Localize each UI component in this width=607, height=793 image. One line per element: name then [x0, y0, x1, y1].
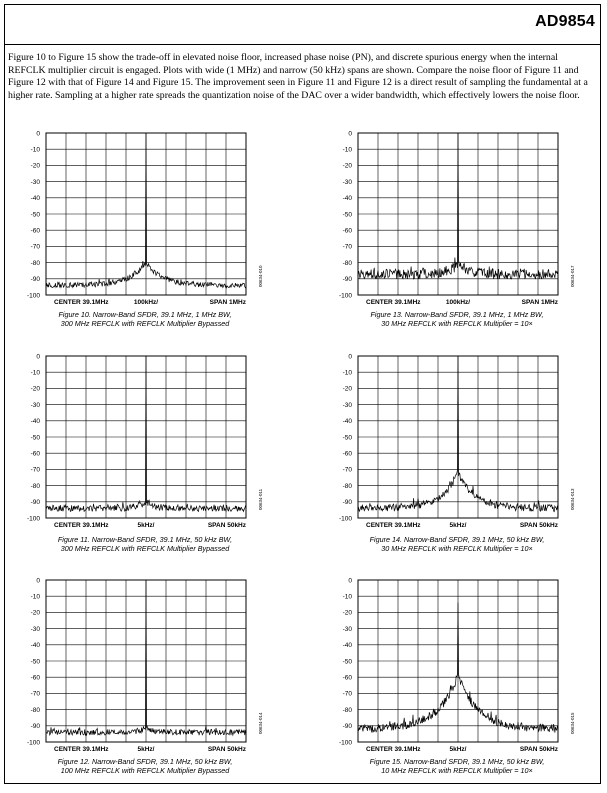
intro-paragraph: Figure 10 to Figure 15 show the trade-off in elevated noise floor, increased phase noise (PN), and discrete spurious energy when the internal REFCLK multiplier circuit is engaged. Plots with wide (1 MHz) and narrow (50 kHz) spans are shown. Compare the noise floor of Figure 11 and Figure 12 with that of Figure 14 and Figure 15. The improvement seen in Figure 11 and Figure 12 is a direct result of sampling the fundamental at a higher rate. Sampling at a higher rate spreads the quantization noise of the DAC over a wider bandwidth, which effectively lowers the noise floor. [8, 52, 588, 101]
figure-caption [322, 535, 592, 553]
y-tick-label: -100 [338, 739, 352, 747]
part-number: AD9854 [535, 13, 595, 30]
y-tick-label: -20 [30, 609, 40, 617]
y-tick-label: -90 [342, 723, 352, 731]
spectrum-plot [322, 128, 592, 318]
caption-line-2: 10 MHz REFCLK with REFCLK Multiplier = 10× [381, 766, 533, 776]
y-tick-label: -10 [342, 593, 352, 601]
y-tick-label: -70 [342, 466, 352, 474]
y-tick-label: -20 [30, 385, 40, 393]
y-tick-label: 0 [348, 577, 352, 585]
caption-line-2: 30 MHz REFCLK with REFCLK Multiplier = 10× [381, 544, 533, 554]
x-label-span: SPAN 1MHz [521, 299, 558, 306]
y-tick-label: -100 [338, 515, 352, 523]
y-tick-label: -10 [30, 369, 40, 377]
y-tick-label: -60 [30, 450, 40, 458]
header-rule [4, 44, 601, 45]
figure-caption [322, 310, 592, 328]
figure-caption [10, 757, 280, 775]
y-tick-label: -40 [30, 642, 40, 650]
y-tick-label: -60 [342, 450, 352, 458]
figure-14 [322, 351, 592, 563]
y-tick-label: -100 [338, 292, 352, 300]
y-tick-label: -90 [342, 499, 352, 507]
caption-line-1: Figure 15. Narrow-Band SFDR, 39.1 MHz, 50 kHz BW, [369, 757, 545, 766]
y-tick-label: -40 [342, 195, 352, 203]
y-tick-label: -10 [342, 146, 352, 154]
y-tick-label: -40 [342, 642, 352, 650]
y-tick-label: -50 [342, 434, 352, 442]
x-label-center: CENTER 39.1MHz [54, 522, 109, 529]
y-tick-label: 0 [348, 130, 352, 138]
y-tick-label: -40 [30, 418, 40, 426]
y-tick-label: -90 [30, 276, 40, 284]
y-tick-label: -30 [342, 401, 352, 409]
caption-line-2: 300 MHz REFCLK with REFCLK Multiplier Bypassed [60, 544, 230, 554]
y-tick-label: -30 [342, 178, 352, 186]
figure-id: 00634-013 [570, 488, 575, 510]
y-tick-label: -100 [26, 515, 40, 523]
x-label-division: 5kHz/ [449, 522, 467, 529]
y-tick-label: 0 [36, 577, 40, 585]
y-tick-label: -80 [342, 482, 352, 490]
y-tick-label: 0 [36, 130, 40, 138]
y-tick-label: -10 [342, 369, 352, 377]
y-tick-label: 0 [36, 353, 40, 361]
y-tick-label: -70 [342, 243, 352, 251]
spectrum-plot [10, 128, 280, 318]
spectrum-plot [322, 351, 592, 541]
y-tick-label: -60 [30, 227, 40, 235]
y-tick-label: -80 [342, 706, 352, 714]
x-label-division: 100kHz/ [445, 299, 471, 306]
spectrum-plot [10, 575, 280, 765]
figure-12 [10, 575, 280, 787]
x-label-center: CENTER 39.1MHz [366, 746, 421, 753]
y-tick-label: 0 [348, 353, 352, 361]
y-tick-label: -30 [30, 401, 40, 409]
spectrum-plot [10, 351, 280, 541]
y-tick-label: -50 [30, 211, 40, 219]
x-label-division: 100kHz/ [133, 299, 159, 306]
caption-line-1: Figure 14. Narrow-Band SFDR, 39.1 MHz, 50 kHz BW, [369, 535, 545, 544]
figure-id: 00634-014 [258, 712, 263, 734]
y-tick-label: -90 [30, 499, 40, 507]
y-tick-label: -80 [30, 706, 40, 714]
x-label-division: 5kHz/ [449, 746, 467, 753]
y-tick-label: -40 [30, 195, 40, 203]
figure-caption [10, 535, 280, 553]
caption-line-1: Figure 11. Narrow-Band SFDR, 39.1 MHz, 50 kHz BW, [57, 535, 233, 544]
x-label-span: SPAN 50kHz [207, 522, 246, 529]
y-tick-label: -50 [342, 658, 352, 666]
y-tick-label: -30 [30, 178, 40, 186]
figure-caption [322, 757, 592, 775]
y-tick-label: -60 [30, 674, 40, 682]
figure-11 [10, 351, 280, 563]
y-tick-label: -100 [26, 739, 40, 747]
figure-15 [322, 575, 592, 787]
x-label-center: CENTER 39.1MHz [366, 299, 421, 306]
x-label-center: CENTER 39.1MHz [54, 746, 109, 753]
y-tick-label: -90 [342, 276, 352, 284]
caption-line-1: Figure 13. Narrow-Band SFDR, 39.1 MHz, 1 MHz BW, [370, 310, 544, 319]
x-label-span: SPAN 1MHz [209, 299, 246, 306]
caption-line-1: Figure 10. Narrow-Band SFDR, 39.1 MHz, 1 MHz BW, [58, 310, 232, 319]
y-tick-label: -90 [30, 723, 40, 731]
y-tick-label: -70 [342, 690, 352, 698]
figure-id: 00634-011 [258, 488, 263, 510]
y-tick-label: -40 [342, 418, 352, 426]
y-tick-label: -30 [30, 625, 40, 633]
figure-id: 00634-010 [258, 265, 263, 287]
figure-caption [10, 310, 280, 328]
caption-line-2: 30 MHz REFCLK with REFCLK Multiplier = 10× [381, 319, 533, 329]
y-tick-label: -20 [342, 162, 352, 170]
x-label-center: CENTER 39.1MHz [366, 522, 421, 529]
x-label-span: SPAN 50kHz [207, 746, 246, 753]
y-tick-label: -60 [342, 227, 352, 235]
y-tick-label: -10 [30, 146, 40, 154]
y-tick-label: -70 [30, 466, 40, 474]
y-tick-label: -70 [30, 243, 40, 251]
caption-line-1: Figure 12. Narrow-Band SFDR, 39.1 MHz, 50 kHz BW, [57, 757, 233, 766]
y-tick-label: -10 [30, 593, 40, 601]
y-tick-label: -20 [30, 162, 40, 170]
y-tick-label: -100 [26, 292, 40, 300]
y-tick-label: -50 [30, 658, 40, 666]
y-tick-label: -70 [30, 690, 40, 698]
y-tick-label: -20 [342, 385, 352, 393]
x-label-center: CENTER 39.1MHz [54, 299, 109, 306]
x-label-division: 5kHz/ [137, 746, 155, 753]
caption-line-2: 300 MHz REFCLK with REFCLK Multiplier Bypassed [60, 319, 230, 329]
spectrum-plot [322, 575, 592, 765]
y-tick-label: -60 [342, 674, 352, 682]
x-label-span: SPAN 50kHz [519, 522, 558, 529]
y-tick-label: -80 [30, 259, 40, 267]
y-tick-label: -50 [342, 211, 352, 219]
caption-line-2: 100 MHz REFCLK with REFCLK Multiplier Bypassed [60, 766, 230, 776]
y-tick-label: -30 [342, 625, 352, 633]
y-tick-label: -50 [30, 434, 40, 442]
figure-id: 00634-017 [570, 265, 575, 287]
y-tick-label: -80 [30, 482, 40, 490]
figure-13 [322, 128, 592, 340]
x-label-span: SPAN 50kHz [519, 746, 558, 753]
y-tick-label: -20 [342, 609, 352, 617]
y-tick-label: -80 [342, 259, 352, 267]
x-label-division: 5kHz/ [137, 522, 155, 529]
figure-10 [10, 128, 280, 340]
figure-id: 00634-015 [570, 712, 575, 734]
